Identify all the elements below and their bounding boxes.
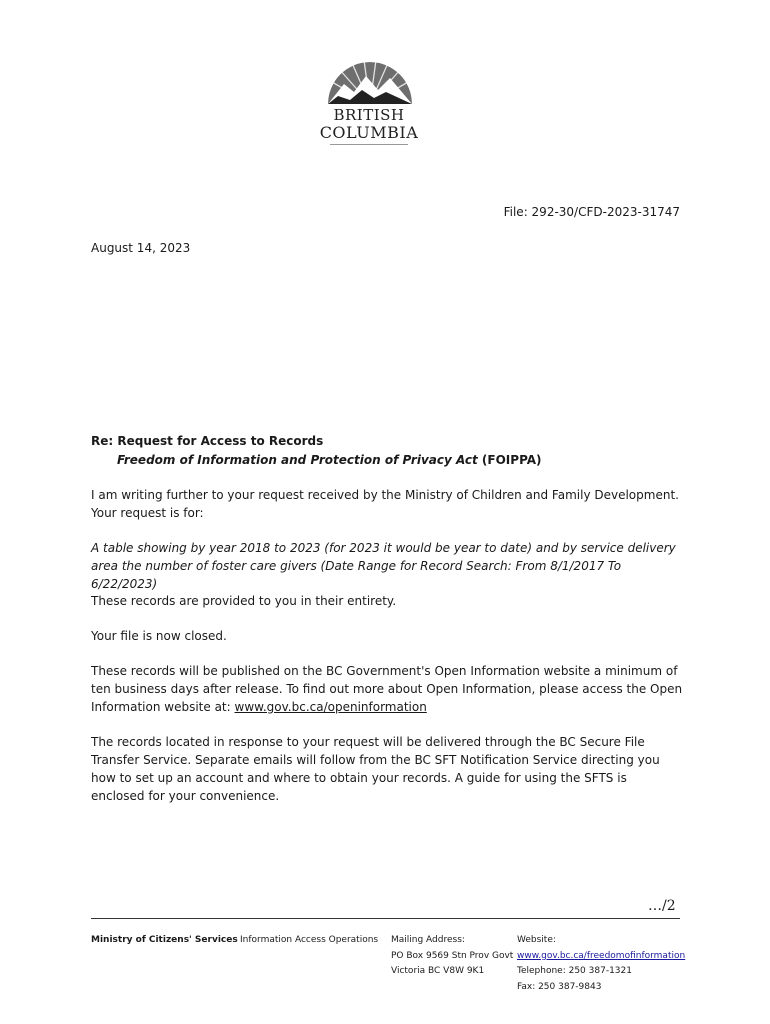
open-information-paragraph — [91, 662, 683, 716]
footer-ministry: Ministry of Citizens' Services — [91, 935, 238, 945]
delivery-paragraph: The records located in response to your request will be delivered through the BC Secure File Transfer Service. Separate emails will follow from the BC SFT Notification Service directing you how to set up an account and where to obtain your records. A guide for using the SFTS is enclosed for your convenience. — [91, 735, 660, 803]
telephone: Telephone: 250 387-1321 — [517, 966, 632, 976]
file-reference: File: 292-30/CFD-2023-31747 — [503, 205, 680, 219]
logo-wordmark-line2: COLUMBIA — [319, 123, 419, 142]
publish-text: These records will be published on the BC Government's Open Information website a minimum of ten business days after release. To find out more about Open Information, please access the Open Information website at: — [91, 664, 683, 714]
subject-act — [117, 453, 542, 467]
entirety-paragraph: These records are provided to you in their entirety. — [91, 594, 397, 608]
sun-mountains-icon — [314, 46, 426, 108]
mailing-line1: PO Box 9569 Stn Prov Govt — [391, 950, 514, 961]
request-description: A table showing by year 2018 to 2023 (for 2023 it would be year to date) and by service delivery area the number of foster care givers (Date Range for Record Search: From 8/1/2017 To 6/22/2023) — [91, 541, 676, 591]
intro-paragraph: I am writing further to your request received by the Ministry of Children and Family Development. Your request is for: — [91, 488, 679, 520]
website-link[interactable]: www.gov.bc.ca/freedomofinformation — [517, 950, 686, 961]
website-label: Website: — [517, 935, 556, 945]
subject-line: Re: Request for Access to Records — [91, 434, 324, 448]
act-name: Freedom of Information and Protection of Privacy Act — [117, 453, 478, 467]
logo-wordmark-line1: BRITISH — [333, 106, 405, 124]
letter-date: August 14, 2023 — [91, 241, 191, 255]
logo-underline — [330, 144, 408, 145]
file-closed-paragraph: Your file is now closed. — [91, 629, 227, 643]
mailing-label: Mailing Address: — [391, 935, 465, 945]
page-continuation: …/2 — [648, 898, 676, 914]
footer-department: Information Access Operations — [240, 935, 379, 945]
footer-contact — [517, 933, 685, 995]
footer-divider — [91, 918, 680, 919]
act-abbreviation: (FOIPPA) — [477, 453, 542, 467]
open-information-link[interactable]: www.gov.bc.ca/openinformation — [234, 700, 427, 714]
footer-mailing-address — [391, 933, 513, 980]
mailing-line2: Victoria BC V8W 9K1 — [391, 966, 485, 976]
fax: Fax: 250 387-9843 — [517, 981, 602, 992]
